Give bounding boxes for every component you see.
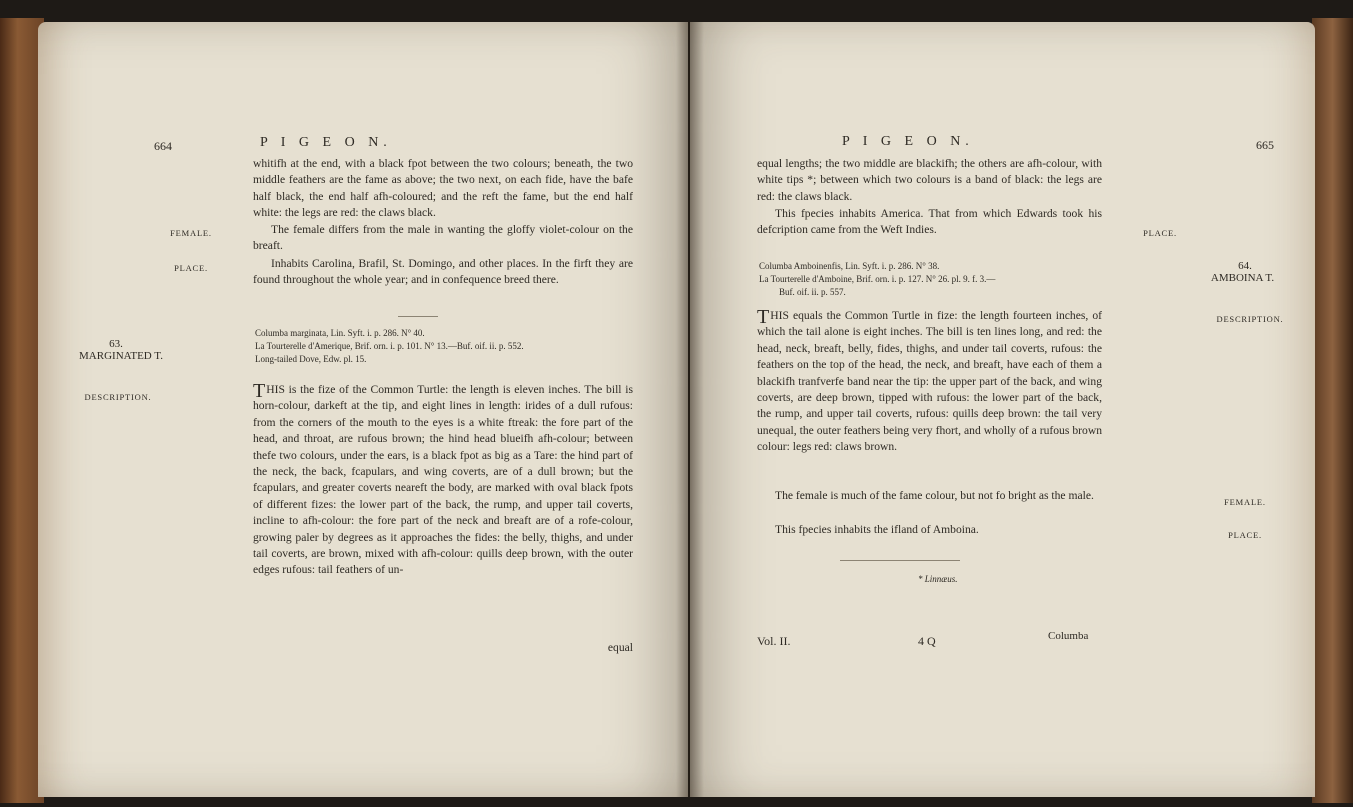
page-edges-right: [1312, 18, 1353, 803]
left-place-text: Inhabits Carolina, Brafil, St. Domingo, and other places. In the firft they are found throughout the whole year; and in confequence breed there.: [253, 257, 633, 287]
left-continuation-text: [253, 156, 633, 222]
drop-initial: T: [253, 380, 266, 402]
right-continuation-text: equal lengths; the two middle are blackifh; the others are afh-colour, with white tips *; between which two colours is a band of black: the legs are red: the claws black.: [757, 157, 1102, 203]
right-references: [759, 260, 995, 299]
left-description-text: THIS is the fize of the Common Turtle: the length is eleven inches. The bill is horn-colour, darkeft at the tip, and eight lines in length: irides of a dull rufous: from the corners of the mouth to the eyes is a white ftreak: the fore part of the head, and throat, are rufous brown; the hind head blueifh afh-colour; between thefe two colours, under the ears, is a black fpot as big as a Tare: the hind part of the neck, the back, fcapulars, and wing coverts, are of a dull brown; but the fcapulars, and greater coverts neareft the body, are marked with oval black fpots of different fizes: the lower part of the back, the rump, and upper tail coverts, incline to afh-colour: the fore part of the neck and breaft are of a rofe-colour, growing paler by degrees as it approaches the fides: the belly, thighs, and under tail coverts, are brown, mixed with afh-colour: quills deep brown, with the outer edges rufous: tail feathers of un-: [253, 380, 633, 577]
right-catchword: Columba: [1048, 630, 1089, 642]
margin-species-number: 63.: [109, 338, 123, 350]
footnote: * Linnæus.: [918, 574, 958, 584]
margin-description-label: DESCRIPTION.: [1216, 314, 1284, 324]
right-running-header: P I G E O N.: [842, 134, 974, 149]
left-catchword: equal: [607, 641, 633, 654]
margin-description-label: DESCRIPTION.: [84, 392, 152, 402]
margin-female-label: FEMALE.: [170, 228, 212, 238]
drop-initial: T: [757, 306, 770, 328]
book-gutter: [676, 22, 704, 797]
right-place-text: This fpecies inhabits America. That from which Edwards took his defcription came from the Weft Indies.: [757, 207, 1102, 237]
printer-signature: 4 Q: [918, 634, 936, 648]
left-running-header: P I G E O N.: [260, 135, 392, 150]
right-place2-text: This fpecies inhabits the ifland of Amboina.: [775, 523, 979, 536]
margin-species-name: MARGINATED T.: [79, 350, 163, 362]
reference-line: Columba Amboinenfis, Lin. Syft. i. p. 286. N° 38.: [759, 261, 940, 271]
margin-place-label-2: PLACE.: [1228, 530, 1262, 540]
right-page: [690, 22, 1315, 797]
margin-species-name: AMBOINA T.: [1210, 272, 1275, 284]
footnote-rule: [840, 560, 960, 561]
left-female-text: The female differs from the male in wanting the gloffy violet-colour on the breaft.: [253, 223, 633, 253]
reference-line: La Tourterelle d'Amboine, Brif. orn. i. p. 127. N° 26. pl. 9. f. 3.—: [759, 274, 996, 284]
left-page: [38, 22, 688, 797]
margin-female-label: FEMALE.: [1224, 497, 1266, 507]
reference-line: Long-tailed Dove, Edw. pl. 15.: [255, 354, 367, 364]
section-rule: [398, 316, 438, 317]
reference-line: Buf. oif. ii. p. 557.: [779, 287, 846, 297]
margin-species-number: 64.: [1238, 260, 1252, 272]
margin-place-label: PLACE.: [1143, 228, 1177, 238]
reference-line: Columba marginata, Lin. Syft. i. p. 286. N° 40.: [255, 328, 425, 338]
left-page-number: 664: [154, 139, 172, 153]
reference-line: La Tourterelle d'Amerique, Brif. orn. i. p. 101. N° 13.—Buf. oif. ii. p. 552.: [255, 341, 524, 351]
right-female-text: The female is much of the fame colour, but not fo bright as the male.: [775, 489, 1094, 502]
volume-label: Vol. II.: [757, 634, 791, 648]
margin-place-label: PLACE.: [174, 263, 208, 273]
left-references: [255, 327, 524, 366]
right-description-text: THIS equals the Common Turtle in fize: the length fourteen inches, of which the tail alone is eight inches. The bill is ten lines long, and red: the head, neck, breaft, belly, fides, thighs, and under tail coverts, rufous: the feathers on the top of the head, the neck, and breaft, have each of them a blackifh tranfverfe band near the tip: the upper part of the back, and wing coverts, are deep brown, tipped with rufous: the lower part of the back, the rump, and upper tail coverts, rufous: quills deep brown: the tail very unequal, the outer feathers being very fhort, and wholly of a rufous brown colour: legs red: claws brown.: [757, 306, 1102, 454]
continuation-paragraph: whitifh at the end, with a black fpot between the two colours; beneath, the two middle feathers are the fame as above; the two next, on each fide, have the bafe half black, the end half afh-coloured; and the reft the fame, but the end half white: the legs are red: the claws black.: [253, 157, 633, 220]
right-page-number: 665: [1256, 138, 1274, 152]
